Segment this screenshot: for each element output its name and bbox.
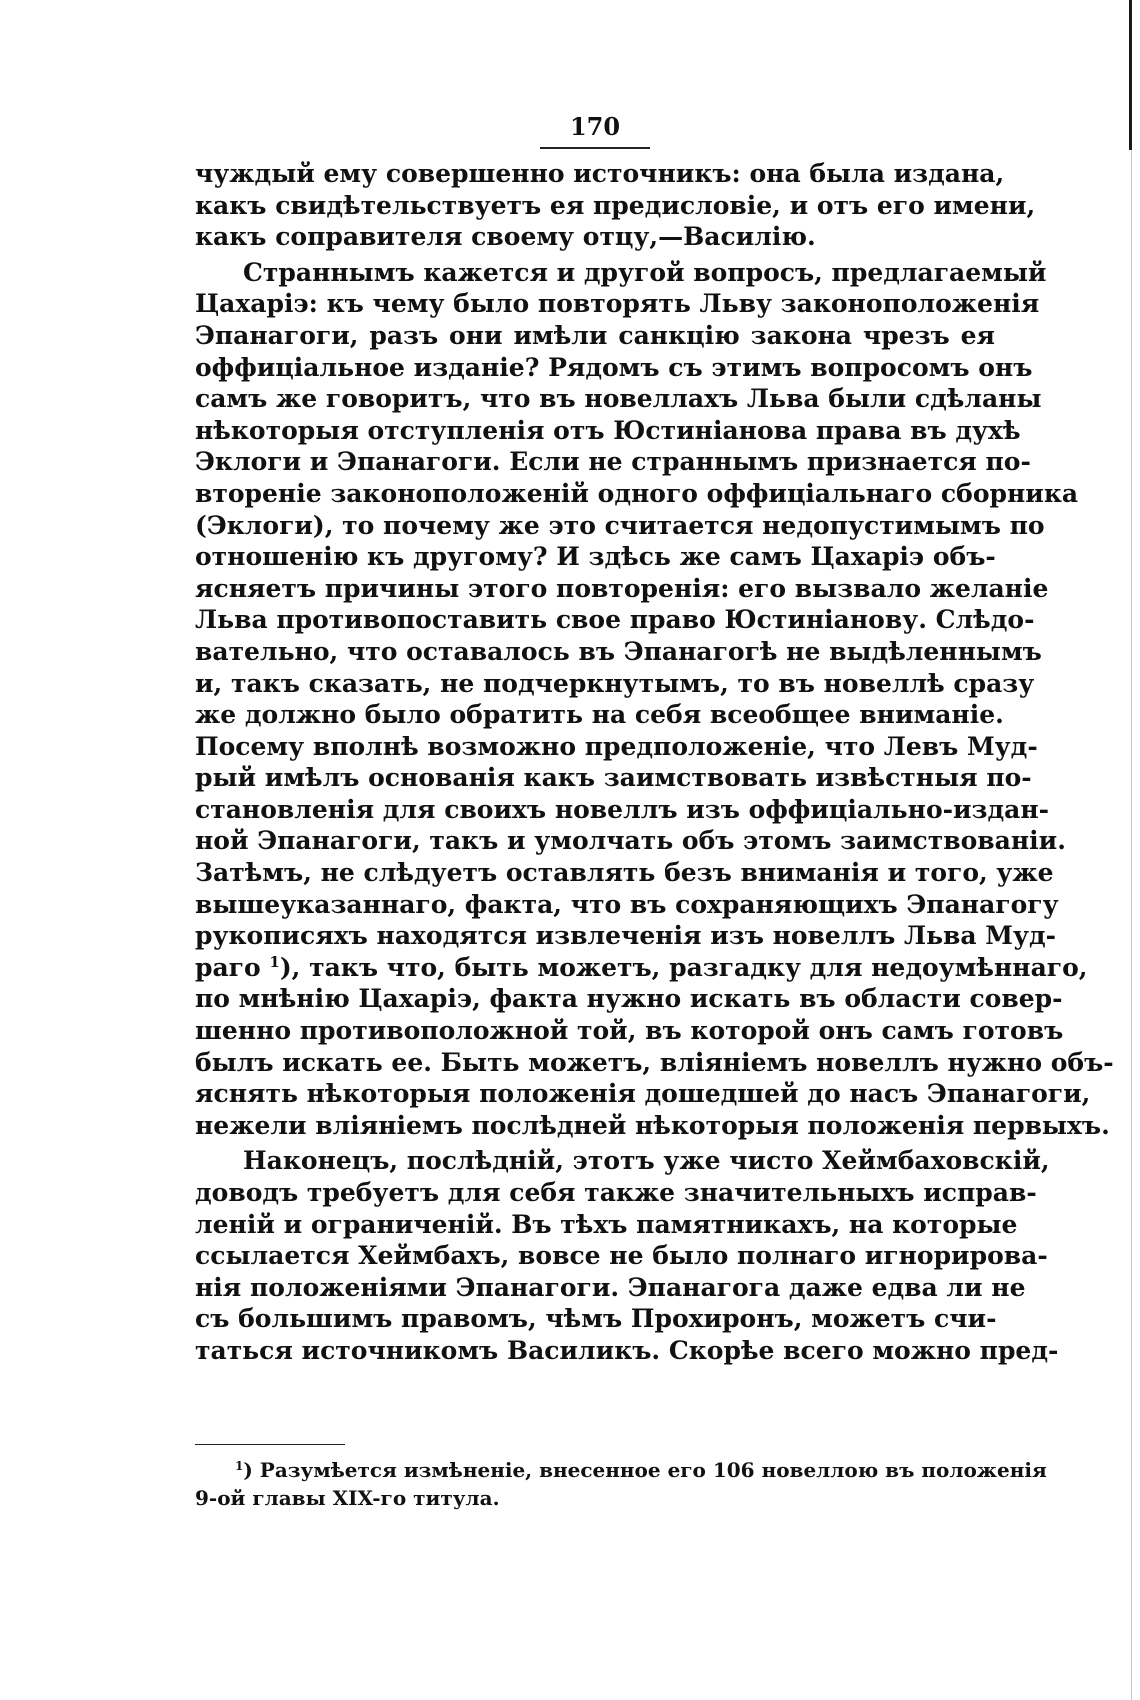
text-line: какъ свидѣтельствуетъ ея предисловіе, и отъ его имени, bbox=[195, 190, 1036, 220]
text-line: оффиціальное изданіе? Рядомъ съ этимъ вопросомъ онъ bbox=[195, 352, 1033, 382]
text-line: чуждый ему совершенно источникъ: она была издана, bbox=[195, 159, 1005, 188]
paragraph bbox=[195, 1145, 1059, 1366]
text-line: втореніе законоположеній одного оффиціальнаго сборника bbox=[195, 478, 1079, 508]
text-line: Затѣмъ, не слѣдуетъ оставлять безъ вниманія и того, уже bbox=[195, 858, 1054, 888]
text-fragment: раго bbox=[195, 952, 261, 982]
page-number: 170 bbox=[569, 112, 621, 141]
footnote bbox=[195, 1456, 1047, 1512]
footnote-marker: 1 bbox=[235, 1458, 244, 1473]
text-line: Эклоги и Эпанагоги. Если не страннымъ признается по- bbox=[195, 447, 1031, 477]
header-rule bbox=[540, 147, 650, 149]
body-text bbox=[195, 158, 1114, 1367]
text-line: Страннымъ кажется и другой вопросъ, предлагаемый bbox=[243, 257, 1047, 287]
page-edge-line bbox=[1129, 0, 1132, 150]
text-line: съ большимъ правомъ, чѣмъ Прохиронъ, можетъ счи- bbox=[195, 1304, 997, 1334]
text-line: вательно, что оставалось въ Эпанагогѣ не выдѣленнымъ bbox=[195, 636, 1042, 666]
text-line: рый имѣлъ основанія какъ заимствовать извѣстныя по- bbox=[195, 763, 1032, 793]
text-line: вышеуказаннаго, факта, что въ сохраняющихъ Эпанагогу bbox=[195, 889, 1059, 919]
text-line: становленія для своихъ новеллъ изъ оффиціально-издан- bbox=[195, 794, 1050, 824]
text-line: самъ же говоритъ, что въ новеллахъ Льва были сдѣланы bbox=[195, 384, 1042, 414]
text-line: нія положеніями Эпанагоги. Эпанагога даже едва ли не bbox=[195, 1272, 1026, 1302]
text-line: Наконецъ, послѣдній, этотъ уже чисто Хеймбаховскій, bbox=[243, 1146, 1050, 1176]
text-line: же должно было обратить на себя всеобщее вниманіе. bbox=[195, 700, 1004, 730]
paragraph bbox=[195, 158, 1036, 253]
text-line: шенно противоположной той, въ которой онъ самъ готовъ bbox=[195, 1016, 1064, 1046]
text-line: Цахаріэ: къ чему было повторять Льву законоположенія bbox=[195, 289, 1040, 319]
text-line: яснять нѣкоторыя положенія дошедшей до насъ Эпанагоги, bbox=[195, 1079, 1091, 1109]
text-line: какъ соправителя своему отцу,—Василію. bbox=[195, 222, 816, 252]
text-line: Льва противопоставить свое право Юстиніанову. Слѣдо- bbox=[195, 605, 1035, 635]
text-line: Эпанагоги, разъ они имѣли санкцію закона чрезъ ея bbox=[195, 320, 995, 350]
paragraph bbox=[195, 257, 1114, 1142]
text-line: по мнѣнію Цахаріэ, факта нужно искать въ области совер- bbox=[195, 984, 1063, 1014]
footnote-line bbox=[195, 1456, 1047, 1484]
footnote-line: 9-ой главы XIX-го титула. bbox=[195, 1486, 500, 1510]
text-line-with-footnote bbox=[195, 952, 1088, 984]
text-line: нѣкоторыя отступленія отъ Юстиніанова права въ духѣ bbox=[195, 415, 1021, 445]
page-edge-shadow bbox=[1131, 150, 1132, 1700]
text-line: ясняетъ причины этого повторенія: его вызвало желаніе bbox=[195, 573, 1049, 603]
text-line: Посему вполнѣ возможно предположеніе, что Левъ Муд- bbox=[195, 731, 1038, 761]
text-line: былъ искать ее. Быть можетъ, вліяніемъ новеллъ нужно объ- bbox=[195, 1047, 1114, 1077]
text-line: нежели вліяніемъ послѣдней нѣкоторыя положенія первыхъ. bbox=[195, 1110, 1110, 1140]
footnote-reference[interactable]: 1 bbox=[269, 952, 280, 971]
text-line: ной Эпанагоги, такъ и умолчать объ этомъ заимствованіи. bbox=[195, 826, 1066, 856]
text-line: отношенію къ другому? И здѣсь же самъ Цахаріэ объ- bbox=[195, 542, 996, 572]
text-line: (Эклоги), то почему же это считается недопустимымъ по bbox=[195, 510, 1045, 540]
text-line: таться источникомъ Василикъ. Скорѣе всего можно пред- bbox=[195, 1335, 1059, 1365]
text-line: рукописяхъ находятся извлеченія изъ новеллъ Льва Муд- bbox=[195, 921, 1057, 951]
text-fragment: ), такъ что, быть можетъ, разгадку для недоумѣннаго, bbox=[279, 952, 1088, 982]
footnote-text: ) Разумѣется измѣненіе, внесенное его 106 новеллою въ положенія bbox=[243, 1458, 1047, 1482]
text-line: доводъ требуетъ для себя также значительныхъ исправ- bbox=[195, 1178, 1037, 1207]
text-line: и, такъ сказать, не подчеркнутымъ, то въ новеллѣ сразу bbox=[195, 668, 1035, 698]
text-line: ссылается Хеймбахъ, вовсе не было полнаго игнорирова- bbox=[195, 1241, 1048, 1271]
footnote-rule bbox=[195, 1444, 345, 1445]
text-line: леній и ограниченій. Въ тѣхъ памятникахъ, на которые bbox=[195, 1209, 1018, 1239]
